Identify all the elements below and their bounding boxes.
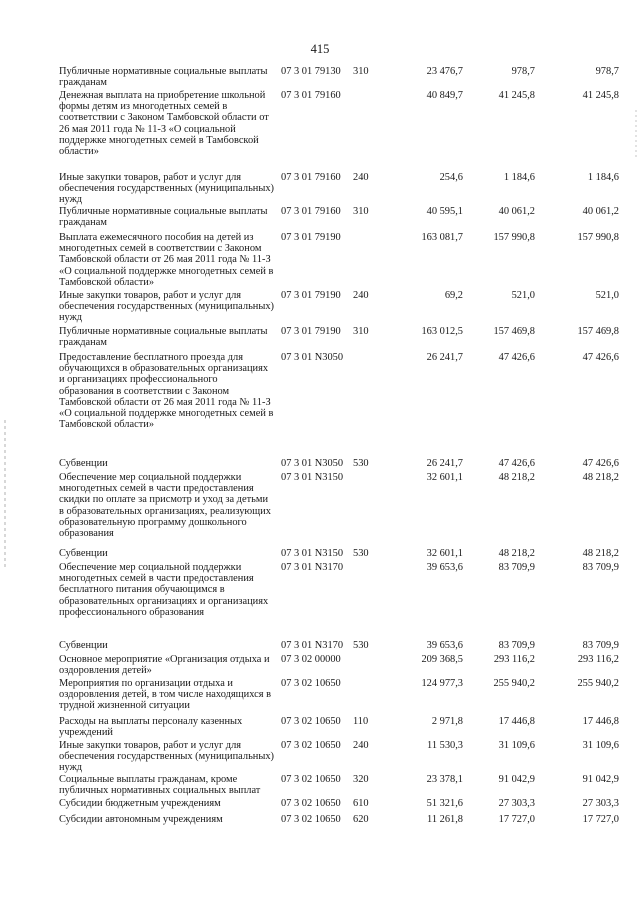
row-value-3: 40 061,2 [582, 206, 619, 217]
row-code: 07 3 02 10650 [281, 798, 341, 809]
row-value-2: 41 245,8 [498, 90, 535, 101]
row-value-1: 163 012,5 [421, 326, 463, 337]
row-name: Мероприятия по организации отдыха и оздоровления детей, в том числе находящихся в трудной жизненной ситуации [59, 678, 272, 712]
row-name: Субсидии бюджетным учреждениям [59, 798, 221, 809]
table-row [59, 654, 619, 678]
row-value-2: 293 116,2 [493, 654, 535, 665]
row-value-2: 17 727,0 [498, 814, 535, 825]
row-code: 07 3 01 79190 [281, 326, 341, 337]
table-row [59, 472, 619, 552]
table-row [59, 562, 619, 642]
row-vr: 310 [353, 66, 369, 77]
row-value-3: 31 109,6 [582, 740, 619, 751]
row-vr: 610 [353, 798, 369, 809]
row-value-3: 47 426,6 [582, 352, 619, 363]
row-value-2: 83 709,9 [498, 562, 535, 573]
row-code: 07 3 02 10650 [281, 774, 341, 785]
row-code: 07 3 01 79130 [281, 66, 341, 77]
row-value-3: 48 218,2 [582, 548, 619, 559]
row-value-1: 40 595,1 [426, 206, 463, 217]
table-row [59, 232, 619, 288]
row-value-3: 17 727,0 [582, 814, 619, 825]
scan-edge-mark [4, 420, 6, 570]
row-value-1: 23 378,1 [426, 774, 463, 785]
table-row [59, 352, 619, 456]
row-code: 07 3 01 79190 [281, 290, 341, 301]
row-code: 07 3 01 79160 [281, 206, 341, 217]
row-name: Социальные выплаты гражданам, кроме публичных нормативных социальных выплат [59, 774, 261, 797]
row-value-3: 17 446,8 [582, 716, 619, 727]
row-name: Иные закупки товаров, работ и услуг для обеспечения государственных (муниципальных) нужд [59, 172, 275, 206]
row-name: Обеспечение мер социальной поддержки многодетных семей в части предоставления бесплатного питания обучающимся в образовательных организациях и организациях профессионального образования [59, 562, 269, 618]
row-name: Субвенции [59, 458, 108, 469]
row-value-2: 40 061,2 [498, 206, 535, 217]
row-name: Субвенции [59, 548, 108, 559]
row-code: 07 3 02 10650 [281, 740, 341, 751]
row-value-3: 521,0 [595, 290, 619, 301]
row-value-2: 47 426,6 [498, 458, 535, 469]
row-name: Субсидии автономным учреждениям [59, 814, 223, 825]
row-vr: 530 [353, 548, 369, 559]
table-row [59, 326, 619, 350]
row-value-1: 39 653,6 [426, 640, 463, 651]
row-vr: 530 [353, 458, 369, 469]
row-value-2: 157 469,8 [493, 326, 535, 337]
row-value-3: 293 116,2 [577, 654, 619, 665]
row-value-3: 157 469,8 [577, 326, 619, 337]
table-row [59, 798, 619, 812]
row-value-2: 31 109,6 [498, 740, 535, 751]
row-value-1: 39 653,6 [426, 562, 463, 573]
row-value-3: 83 709,9 [582, 562, 619, 573]
row-value-3: 157 990,8 [577, 232, 619, 243]
row-value-1: 40 849,7 [426, 90, 463, 101]
table-row [59, 66, 619, 88]
row-code: 07 3 01 N3170 [281, 562, 344, 573]
table-row [59, 678, 619, 714]
row-code: 07 3 02 10650 [281, 716, 341, 727]
row-vr: 240 [353, 290, 369, 301]
row-name: Иные закупки товаров, работ и услуг для обеспечения государственных (муниципальных) нужд [59, 740, 275, 774]
row-value-3: 1 184,6 [587, 172, 619, 183]
row-value-3: 255 940,2 [577, 678, 619, 689]
row-code: 07 3 01 N3050 [281, 352, 344, 363]
row-code: 07 3 01 N3150 [281, 472, 344, 483]
row-vr: 620 [353, 814, 369, 825]
page-number: 415 [310, 42, 330, 56]
row-value-1: 124 977,3 [421, 678, 463, 689]
row-name: Публичные нормативные социальные выплаты гражданам [59, 206, 268, 229]
row-value-2: 1 184,6 [503, 172, 535, 183]
row-name: Публичные нормативные социальные выплаты гражданам [59, 326, 268, 349]
row-code: 07 3 01 79160 [281, 90, 341, 101]
row-code: 07 3 02 10650 [281, 678, 341, 689]
row-value-3: 27 303,3 [582, 798, 619, 809]
row-value-2: 17 446,8 [498, 716, 535, 727]
row-vr: 240 [353, 740, 369, 751]
row-value-1: 26 241,7 [426, 458, 463, 469]
row-value-1: 209 368,5 [421, 654, 463, 665]
row-value-1: 32 601,1 [426, 472, 463, 483]
table-row [59, 774, 619, 798]
row-value-2: 48 218,2 [498, 548, 535, 559]
row-value-1: 2 971,8 [431, 716, 463, 727]
row-value-3: 91 042,9 [582, 774, 619, 785]
row-value-3: 978,7 [595, 66, 619, 77]
scan-edge-mark-right [635, 110, 637, 160]
row-value-2: 521,0 [511, 290, 535, 301]
row-value-3: 47 426,6 [582, 458, 619, 469]
row-name: Публичные нормативные социальные выплаты гражданам [59, 66, 268, 89]
row-code: 07 3 01 N3150 [281, 548, 344, 559]
row-value-3: 48 218,2 [582, 472, 619, 483]
row-value-1: 11 261,8 [427, 814, 463, 825]
row-name: Денежная выплата на приобретение школьной формы детям из многодетных семей в соответствии с Законом Тамбовской области от 26 мая 2011 года № 11-З «О социальной поддержке многодетных семей в Тамбовской области» [59, 90, 269, 158]
row-value-2: 91 042,9 [498, 774, 535, 785]
row-value-2: 27 303,3 [498, 798, 535, 809]
row-value-3: 41 245,8 [582, 90, 619, 101]
row-value-1: 26 241,7 [426, 352, 463, 363]
table-row [59, 206, 619, 230]
row-vr: 110 [353, 716, 369, 727]
row-name: Предоставление бесплатного проезда для обучающихся в образовательных организациях и организациях профессионального образования в соответствии с Законом Тамбовской области от 26 мая 2011 года № 11-З «О социальной поддержке многодетных семей в Тамбовской области» [59, 352, 274, 431]
row-name: Иные закупки товаров, работ и услуг для обеспечения государственных (муниципальных) нужд [59, 290, 275, 324]
row-vr: 530 [353, 640, 369, 651]
row-code: 07 3 02 00000 [281, 654, 341, 665]
table-row [59, 290, 619, 324]
row-value-1: 23 476,7 [426, 66, 463, 77]
row-code: 07 3 01 79190 [281, 232, 341, 243]
row-value-2: 255 940,2 [493, 678, 535, 689]
row-value-1: 32 601,1 [426, 548, 463, 559]
row-value-1: 51 321,6 [426, 798, 463, 809]
row-value-2: 83 709,9 [498, 640, 535, 651]
table-row [59, 716, 619, 738]
row-value-1: 254,6 [439, 172, 463, 183]
row-value-1: 163 081,7 [421, 232, 463, 243]
row-value-3: 83 709,9 [582, 640, 619, 651]
row-code: 07 3 01 N3170 [281, 640, 344, 651]
row-name: Субвенции [59, 640, 108, 651]
row-code: 07 3 02 10650 [281, 814, 341, 825]
row-value-1: 11 530,3 [427, 740, 463, 751]
row-vr: 310 [353, 326, 369, 337]
row-name: Обеспечение мер социальной поддержки многодетных семей в части предоставления скидки по оплате за присмотр и уход за детьми в образовательных организациях, реализующих образовательную программу дошкольного образования [59, 472, 271, 540]
row-code: 07 3 01 79160 [281, 172, 341, 183]
row-value-2: 48 218,2 [498, 472, 535, 483]
table-row [59, 814, 619, 828]
row-value-2: 978,7 [511, 66, 535, 77]
row-code: 07 3 01 N3050 [281, 458, 344, 469]
row-value-2: 47 426,6 [498, 352, 535, 363]
row-name: Расходы на выплаты персоналу казенных учреждений [59, 716, 243, 739]
row-vr: 240 [353, 172, 369, 183]
row-vr: 310 [353, 206, 369, 217]
row-vr: 320 [353, 774, 369, 785]
row-value-2: 157 990,8 [493, 232, 535, 243]
row-value-1: 69,2 [444, 290, 463, 301]
row-name: Основное мероприятие «Организация отдыха и оздоровления детей» [59, 654, 270, 677]
row-name: Выплата ежемесячного пособия на детей из многодетных семей в соответствии с Законом Тамбовской области от 26 мая 2011 года № 11-З «О социальной поддержке многодетных семей в Тамбовской области» [59, 232, 274, 288]
